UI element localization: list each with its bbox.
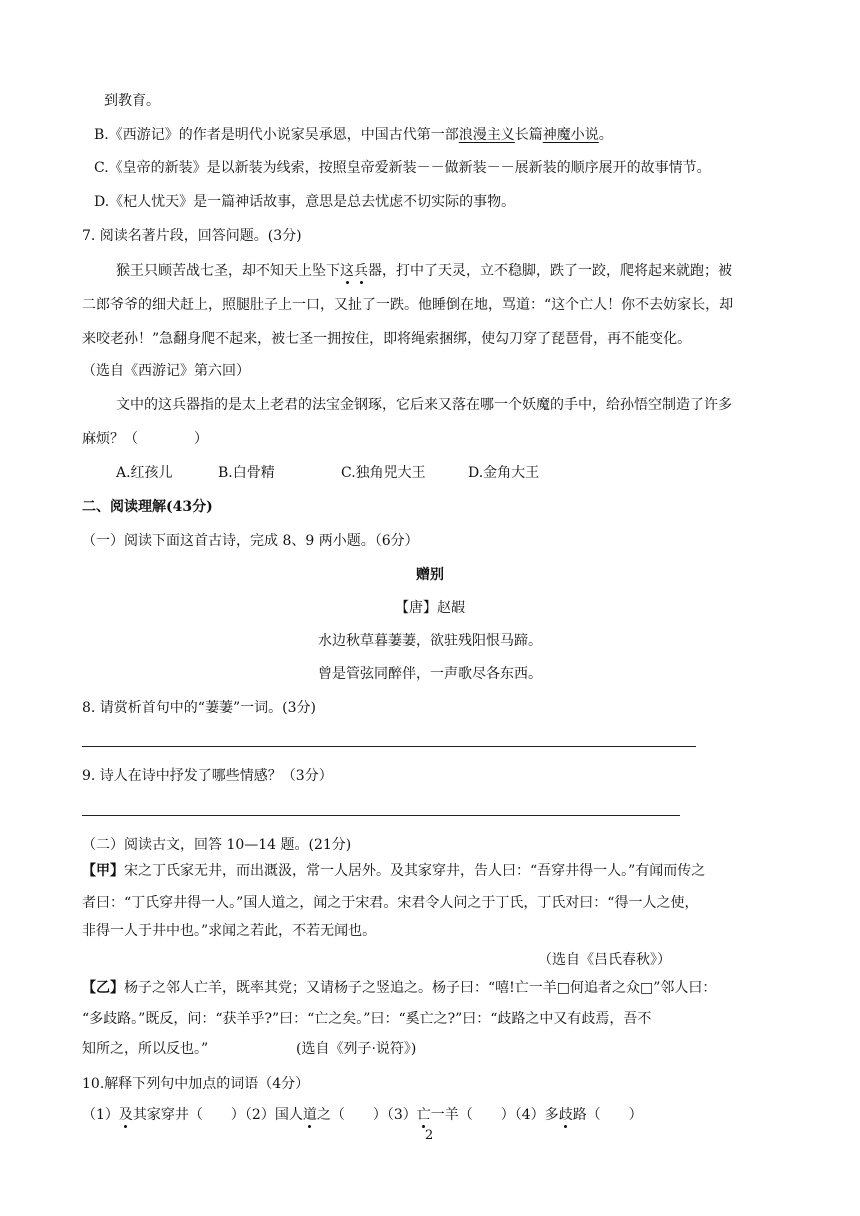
passage-yi-line-1: [82, 979, 716, 997]
poem-line-1: 水边秋草暮萋萋，欲驻残阳恨马蹄。: [318, 633, 542, 649]
answer-line-9[interactable]: [82, 815, 680, 816]
option-b-text-1: B.《西游记》的作者是明代小说家吴承恩，中国古代第一部: [94, 127, 459, 143]
option-b-text-3: 。: [598, 127, 613, 143]
dotted-char-bing: 兵: [354, 263, 368, 279]
dotted-char-qi: 歧: [558, 1107, 573, 1123]
answer-line-8[interactable]: [82, 746, 696, 747]
passage-7-source: （选自《西游记》第六回）: [82, 363, 250, 379]
question-8: 8. 请赏析首句中的“萋萋”一词。(3分): [82, 700, 316, 716]
subsection-1-heading: （一）阅读下面这首古诗，完成 8、9 两小题。（6分）: [82, 533, 419, 549]
subsection-2-heading: （二）阅读古文，回答 10—14 题。(21分): [82, 837, 352, 853]
item-2-prefix: （2）国人: [244, 1107, 303, 1123]
item-4-suffix: 路（ ）: [572, 1107, 643, 1123]
option-d: D.《杞人忧天》是一篇神话故事，意思是总去忧虑不切实际的事物。: [94, 194, 516, 210]
question-7-prompt-1: 文中的这兵器指的是太上老君的法宝金钢琢，它后来又落在哪一个妖魔的手中，给孙悟空制造了许多: [116, 397, 732, 413]
passage-yi-line-2: “多歧路。”既反，问：“获羊乎?”曰：“亡之矣。”曰：“奚亡之?”曰：“歧路之中又有歧焉，吾不: [82, 1011, 652, 1027]
poem-title: 赠别: [416, 567, 444, 583]
dotted-char-zhe: 这: [340, 263, 354, 279]
passage-jia-line-1: [82, 862, 705, 880]
poem-author: 【唐】赵嘏: [395, 600, 465, 616]
item-3-prefix: （3）: [386, 1107, 417, 1123]
poem-line-2: 曾是管弦同醉伴，一声歌尽各东西。: [318, 666, 542, 682]
passage-7-text-2: 器，打中了天灵，立不稳脚，跌了一跤，爬将起来就跑；被: [368, 263, 732, 279]
passage-jia-tag: 【甲】: [82, 863, 124, 879]
item-4-prefix: （4）多: [514, 1107, 559, 1123]
passage-jia-line-3: 非得一人于井中也。”求闻之若此，不若无闻也。: [82, 923, 377, 939]
dotted-char-wang: 亡: [416, 1107, 431, 1123]
passage-yi-text-1: 杨子之邻人亡羊，既率其党；又请杨子之竖追之。杨子曰：“嘻!亡一羊□何追者之众□”邻人曰：: [124, 980, 717, 996]
question-7-prompt-2: 麻烦？（ ）: [82, 431, 208, 447]
dotted-char-ji: 及: [118, 1107, 133, 1123]
option-b: [94, 126, 613, 144]
choice-b: B.白骨精: [218, 465, 275, 481]
item-1-prefix: （1）: [82, 1107, 119, 1123]
passage-7-text-1: 猴王只顾苦战七圣，却不知天上坠下: [116, 263, 340, 279]
underlined-term-2: 神魔小说: [542, 127, 599, 143]
item-2-suffix: 之（ ）: [316, 1107, 387, 1123]
choice-c: C.独角兕大王: [341, 465, 426, 481]
passage-7-line-3: 来咬老孙！”急翻身爬不起来，被七圣一拥按住，即将绳索捆绑，使勾刀穿了琵琶骨，再不能变化。: [82, 331, 692, 347]
passage-yi-tag: 【乙】: [82, 980, 124, 996]
option-b-text-2: 长篇: [514, 127, 543, 143]
choice-d: D.金角大王: [468, 465, 540, 481]
item-3-suffix: 一羊（ ）: [430, 1107, 515, 1123]
option-c: C.《皇帝的新装》是以新装为线索，按照皇帝爱新装－－做新装－－展新装的顺序展开的故事情节。: [94, 160, 711, 176]
passage-yi-source: (选自《列子·说符》): [296, 1041, 417, 1057]
item-1-suffix: 其家穿井（ ）: [132, 1107, 245, 1123]
passage-7-line-2: 二郎爷爷的细犬赶上，照腿肚子上一口，又扯了一跌。他睡倒在地，骂道：“这个亡人！你不去妨家长，却: [82, 297, 734, 313]
option-a-continuation: 到教育。: [104, 93, 160, 109]
choice-a: A.红孩儿: [116, 465, 173, 481]
section-2-heading: 二、阅读理解(43分): [82, 499, 213, 515]
passage-jia-line-2: 者曰：“丁氏穿井得一人。”国人道之，闻之于宋君。宋君令人问之于丁氏，丁氏对曰：“得一人之使，: [82, 895, 699, 911]
dotted-char-dao: 道: [302, 1107, 317, 1123]
question-9: 9. 诗人在诗中抒发了哪些情感？（3分）: [82, 768, 333, 784]
question-7: 7. 阅读名著片段，回答问题。(3分): [82, 228, 302, 244]
question-10: 10.解释下列句中加点的词语（4分）: [82, 1076, 310, 1092]
question-10-items: [82, 1106, 643, 1124]
passage-yi-line-3: 知所之，所以反也。”: [82, 1041, 209, 1057]
passage-jia-text-1: 宋之丁氏家无井，而出溉汲，常一人居外。及其家穿井，告人曰：“吾穿井得一人。”有闻而传之: [124, 863, 706, 879]
passage-7-line-1: [116, 262, 732, 280]
underlined-term-1: 浪漫主义: [458, 127, 515, 143]
passage-jia-source: （选自《吕氏春秋》）: [538, 952, 671, 968]
page-number: 2: [425, 1128, 434, 1143]
